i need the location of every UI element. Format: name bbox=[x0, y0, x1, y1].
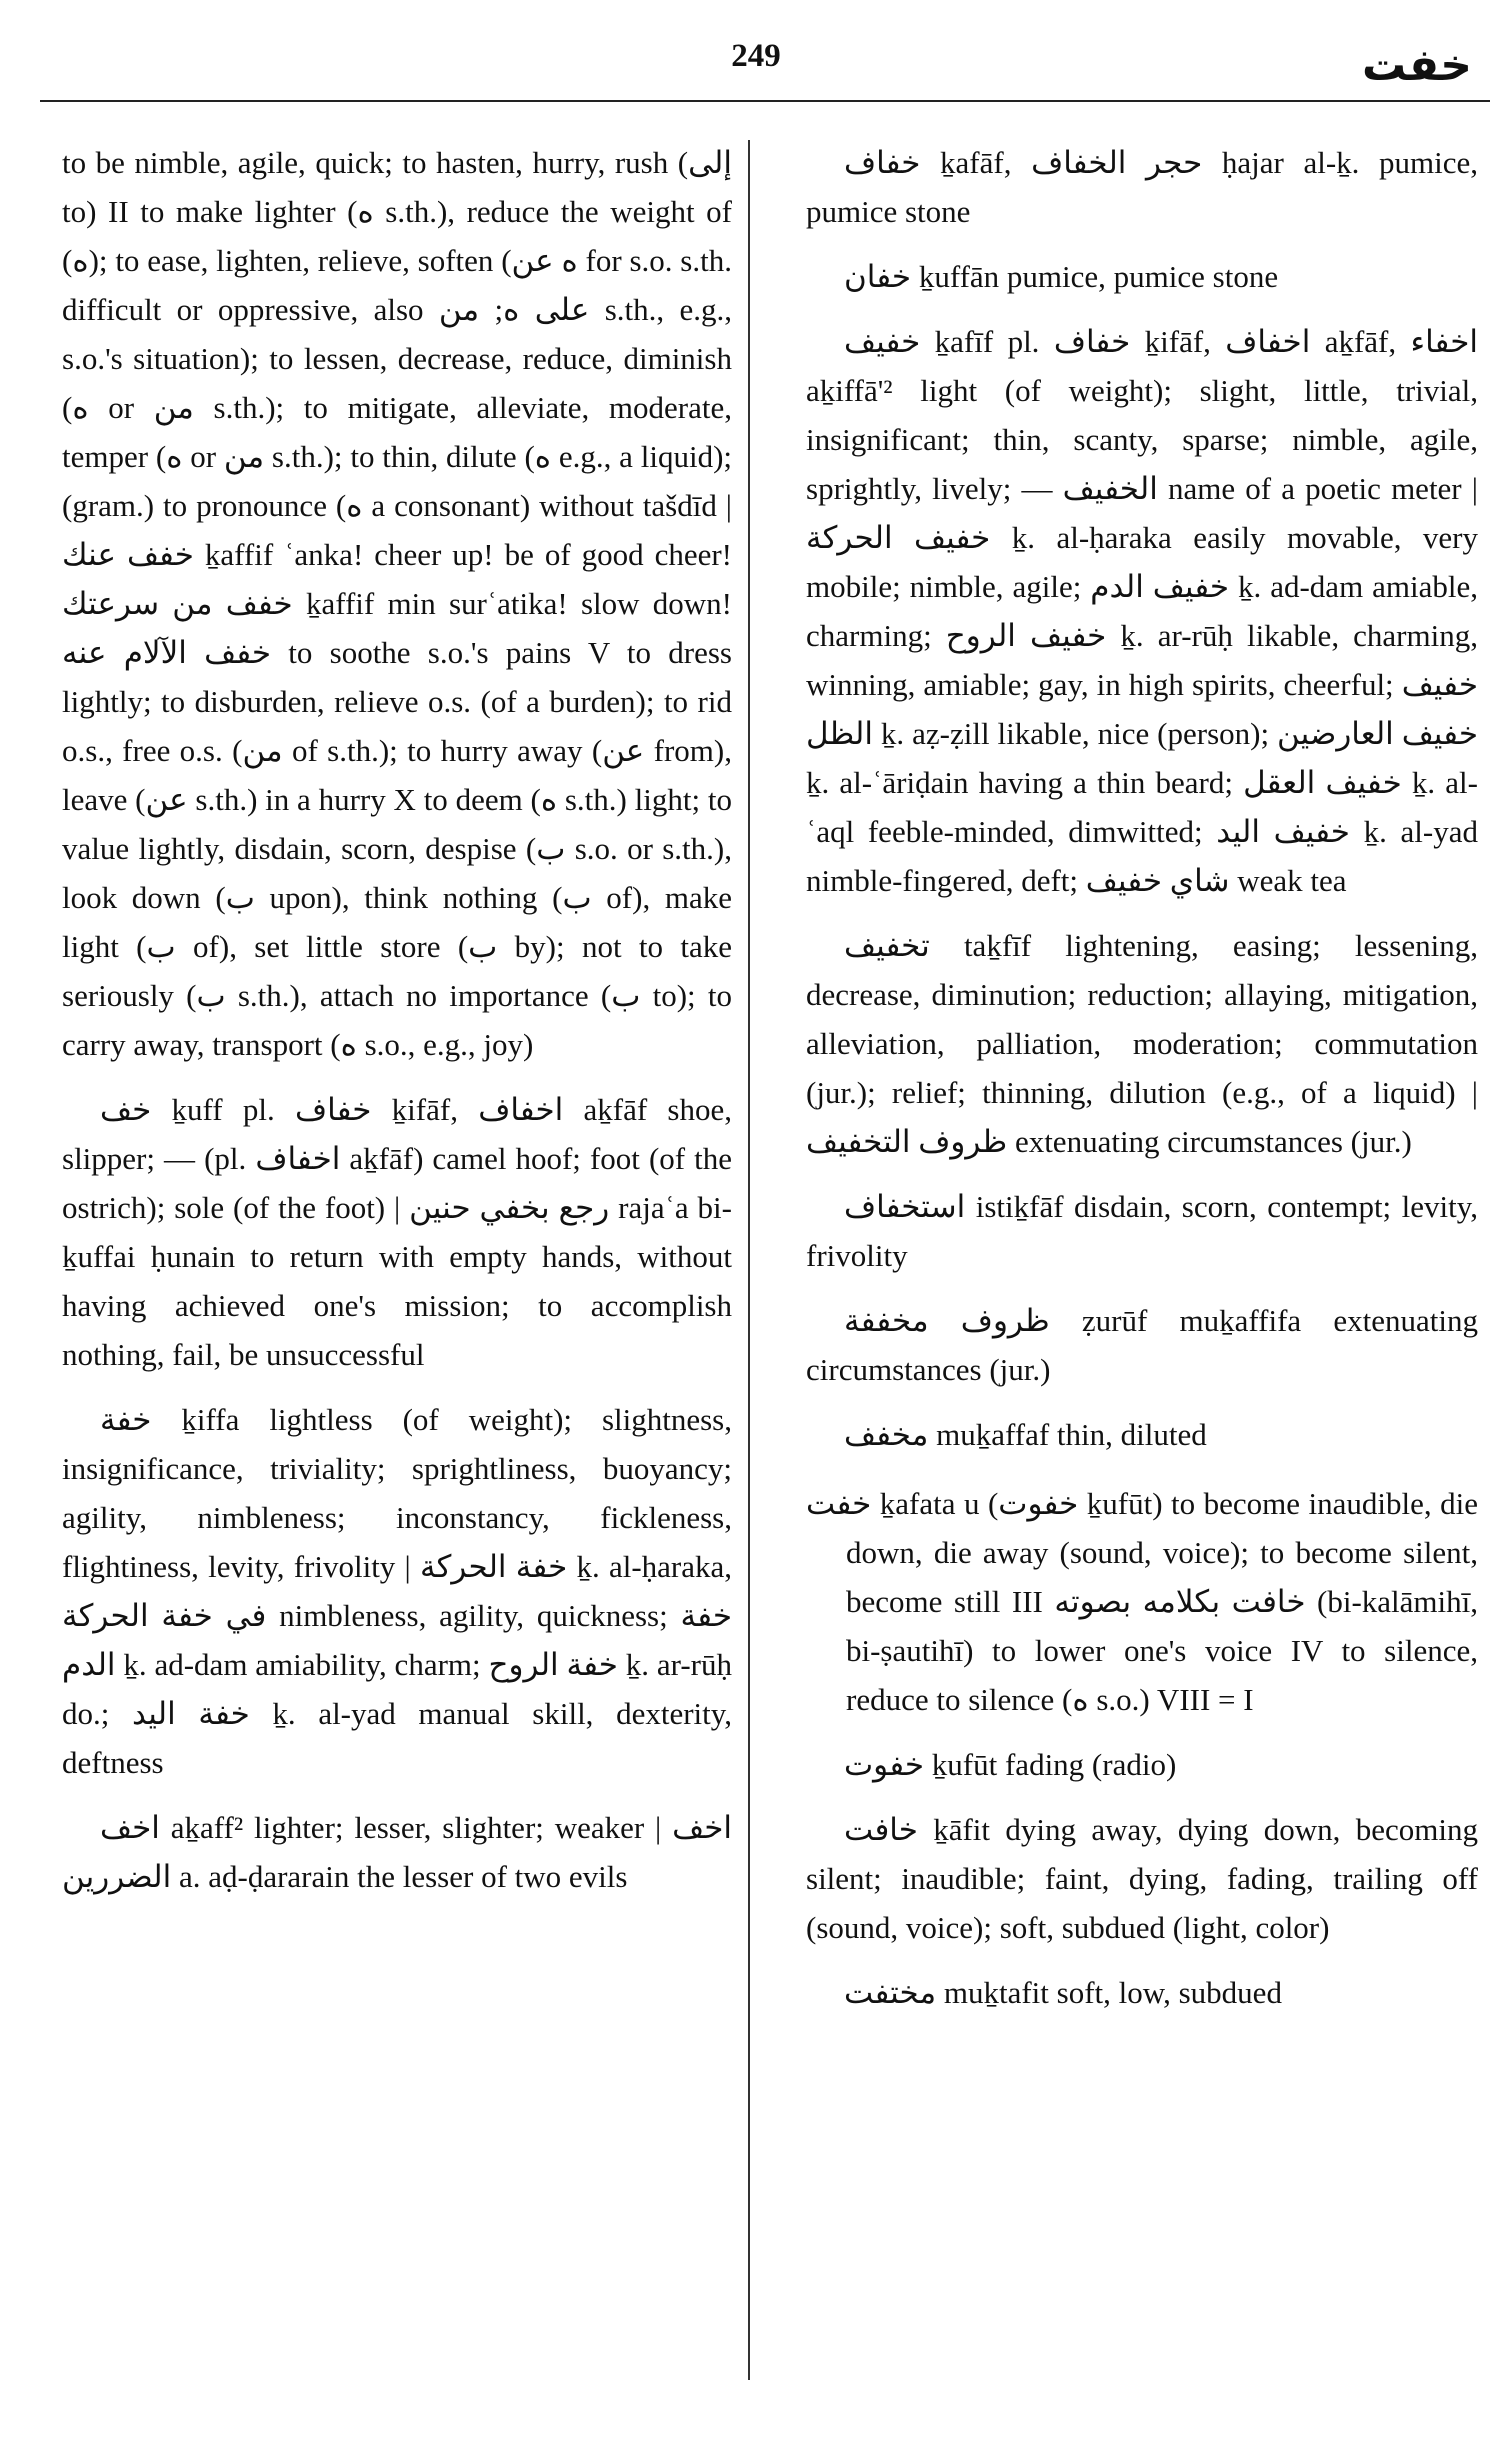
page-number: 249 bbox=[731, 38, 781, 74]
entry-kuffan: خفان ḵuffān pumice, pumice stone bbox=[844, 259, 1279, 294]
header-rule bbox=[40, 100, 1490, 102]
entry-kuff: خف ḵuff pl. خفاف ḵifāf, اخفاف aḵfāf shoe, slipper; — (pl. اخفاف aḵfāf) camel hoof; foot (of the ostrich); sole (of the foot) | رجع بخفي حنين rajaʿa bi-ḵuffai ḥunain to return with empty hands, without having achieved one's mission; to accomplish nothing, fail, be unsuccessful bbox=[62, 1092, 733, 1372]
entry-continuation: to be nimble, agile, quick; to hasten, hurry, rush (إلى to) II to make lighter (ه s.th.), reduce the weight of (ه); to ease, lighten, relieve, soften (ه عن for s.o. s.th. difficult or oppressive, also على ه; من s.th., e.g., s.o.'s situation); to lessen, decrease, reduce, diminish (ه or من s.th.); to mitigate, alleviate, moderate, temper (ه or من s.th.); to thin, dilute (ه e.g., a liquid); (gram.) to pronounce (ه a consonant) without tašdīd | خفف عنك ḵaffif ʿanka! cheer up! be of good cheer! خفف من سرعتك ḵaffif min surʿatika! slow down! خفف الآلام عنه to soothe s.o.'s pains V to dress lightly; to disburden, relieve o.s. (of a burden); to rid o.s., free o.s. (من of s.th.); to hurry away (عن from), leave (عن s.th.) in a hurry X to deem (ه s.th.) light; to value lightly, disdain, scorn, despise (ب s.o. or s.th.), look down (ب upon), think nothing (ب of), make light (ب of), set little store (ب by); not to take seriously (ب s.th.), attach no importance (ب to); to carry away, transport (ه s.o., e.g., joy) bbox=[62, 145, 733, 1062]
entry-kufut: خفوت ḵufūt fading (radio) bbox=[844, 1747, 1177, 1782]
entry-istikfaf: استخفاف istiḵfāf disdain, scorn, contempt; levity, frivolity bbox=[806, 1189, 1478, 1273]
entry-kafata: خفت ḵafata u (خفوت ḵufūt) to become inaudible, die down, die away (sound, voice); to become silent, become still III خافت بكلامه بصوته (bi-kalāmihī, bi-ṣautihī) to lower one's voice IV to silence, reduce to silence (ه s.o.) VIII = I bbox=[806, 1486, 1478, 1717]
entry-akaff: اخف aḵaff² lighter; lesser, slighter; weaker | اخف الضررين a. aḍ-ḍararain the lesser of two evils bbox=[62, 1810, 732, 1894]
entry-kafit: خافت ḵāfit dying away, dying down, becoming silent; inaudible; faint, dying, fading, trailing off (sound, voice); soft, subdued (light, color) bbox=[806, 1812, 1478, 1945]
entry-kiffa: خفة ḵiffa lightless (of weight); slightness, insignificance, triviality; sprightliness, buoyancy; agility, nimbleness; inconstancy, fickleness, flightiness, levity, frivolity | خفة الحركة ḵ. al-ḥaraka, في خفة الحركة nimbleness, agility, quickness; خفة الدم ḵ. ad-dam amiability, charm; خفة الروح ḵ. ar-rūḥ do.; خفة اليد ḵ. al-yad manual skill, dexterity, deftness bbox=[62, 1402, 733, 1780]
entry-takfif: تخفيف taḵfīf lightening, easing; lessening, decrease, diminution; reduction; allaying, mitigation, alleviation, palliation, moderation; commutation (jur.); relief; thinning, dilution (e.g., of a liquid) | ظروف التخفيف extenuating circumstances (jur.) bbox=[806, 928, 1478, 1159]
entry-mukaffaf: مخفف muḵaffaf thin, diluted bbox=[844, 1417, 1207, 1452]
left-column bbox=[62, 138, 732, 1917]
column-divider bbox=[748, 140, 750, 2380]
entry-muktafit: مختفت muḵtafit soft, low, subdued bbox=[844, 1975, 1282, 2010]
entry-kafaf: خفاف ḵafāf, حجر الخفاف ḥajar al-ḵ. pumice, pumice stone bbox=[806, 145, 1478, 229]
entry-zuruf-mukaffifa: ظروف مخففة ẓurūf muḵaffifa extenuating circumstances (jur.) bbox=[806, 1303, 1478, 1387]
right-column bbox=[806, 138, 1478, 2033]
entry-kafif: خفيف ḵafīf pl. خفاف ḵifāf, اخفاف aḵfāf, اخفاء aḵiffā'² light (of weight); slight, little, trivial, insignificant; thin, scanty, sparse; nimble, agile, sprightly, lively; — الخفيف name of a poetic meter | خفيف الحركة ḵ. al-ḥaraka easily movable, very mobile; nimble, agile; خفيف الدم ḵ. ad-dam amiable, charming; خفيف الروح ḵ. ar-rūḥ likable, charming, winning, amiable; gay, in high spirits, cheerful; خفيف الظل ḵ. aẓ-ẓill likable, nice (person); خفيف العارضين ḵ. al-ʿāriḍain having a thin beard; خفيف العقل ḵ. al-ʿaql feeble-minded, dimwitted; خفيف اليد ḵ. al-yad nimble-fingered, deft; شاي خفيف weak tea bbox=[806, 324, 1478, 898]
header-word: خفت bbox=[1362, 40, 1472, 91]
